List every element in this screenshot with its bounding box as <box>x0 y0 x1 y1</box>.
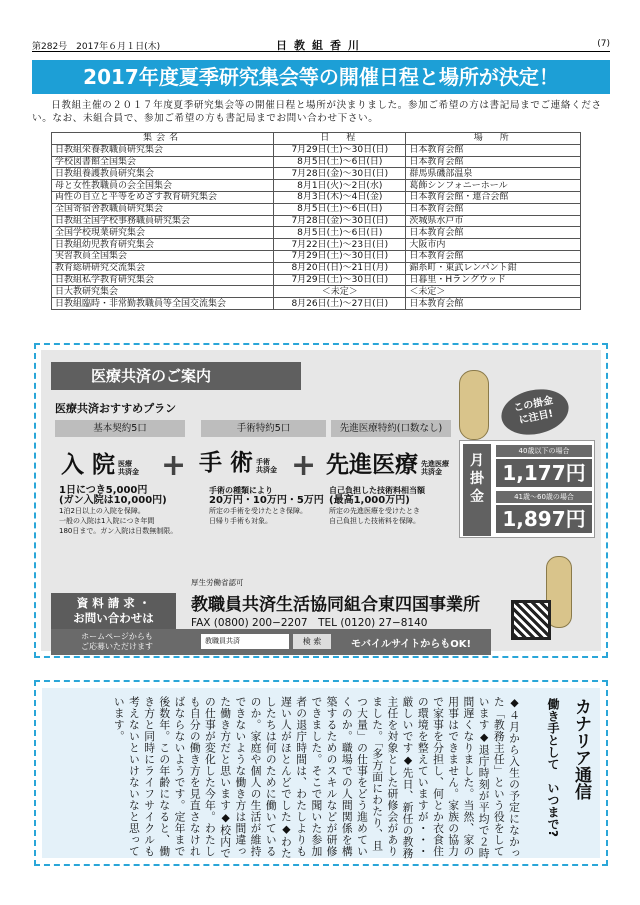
issue-info: 第282号 2017年６月１日(木) <box>32 42 161 52</box>
item-surgery: 手 術 手術 共済金 <box>199 450 278 476</box>
event-place: 日本教育会館 <box>406 250 581 262</box>
price2-value: 1,897円 <box>496 505 592 533</box>
tag-surgery: 手術特約5口 <box>201 420 326 437</box>
event-date: 8月26日(土)〜27日(日) <box>274 298 406 310</box>
table-row <box>52 274 581 286</box>
headline-banner: 2017年度夏季研究集会等の開催日程と場所が決定！ <box>32 60 610 94</box>
column-body: ◆４月から入生の予定になかった「教務主任」という役をしています◆退庁時刻が平均で２時間遅くなりました。当然、家の用事はできません。家族の協力で家事を分担し、何とか衣食住の環境を整えていますが・・・厳しいです◆先日、新任の教務主任を対象とした研修会がありました。「多方面にわたり、且つ大量」の仕事をどう進めていくのか。職場での人間関係を構築するためのスキルなどが研修できました。そこで聞いた参加者の退庁時間は、わたしよりも遅い人がほとんどでした◆わたしたちは何のために働いているのか。家庭や個人の生活が維持できないような働き方は間違った働き方だと思います◆校内での仕事が変化した今年。わたしも自分の働き方を見直さなければならないようです。定年まで後数年。この年齢になると、働き方と同時にライフサイクルも考えないといけないなと思っています。 <box>112 696 521 860</box>
event-place: 日本教育会館・連合会館 <box>406 191 581 203</box>
event-name: 全国寄宿舎教職員研究集会 <box>52 203 274 215</box>
event-name: 両性の自立と平等をめざす教育研究集会 <box>52 191 274 203</box>
event-date: 8月20日(日)〜21日(月) <box>274 262 406 274</box>
event-place: 群馬県磯部温泉 <box>406 168 581 180</box>
table-row <box>52 180 581 192</box>
event-name: 学校図書館全国集会 <box>52 156 274 168</box>
event-name: 日教組臨時・非常勤教職員等全国交流集会 <box>52 298 274 310</box>
table-row <box>52 215 581 227</box>
tag-advanced: 先進医療特約(口数なし) <box>331 420 451 437</box>
detail-hospital: 1日につき5,000円 (ガン入院は10,000円) 1泊2日以上の入院を保障。 一般の入院は1入院につき年間 180日まで。ガン入院は日数無制限。 <box>59 485 178 535</box>
event-name: 全国学校現業研究集会 <box>52 227 274 239</box>
table-row <box>52 156 581 168</box>
event-name: 母と女性教職員の会全国集会 <box>52 180 274 192</box>
column-header: 場 所 <box>406 133 581 145</box>
monthly-price-box <box>459 440 595 538</box>
event-date: 7月28日(金)〜30日(日) <box>274 168 406 180</box>
homepage-bar <box>51 629 491 655</box>
event-date: 8月5日(土)〜6日(日) <box>274 156 406 168</box>
event-date: 7月29日(土)〜30日(日) <box>274 250 406 262</box>
event-date: 8月5日(土)〜6日(日) <box>274 203 406 215</box>
table-row <box>52 191 581 203</box>
event-place: 日暮里・Hラングウッド <box>406 274 581 286</box>
event-place: 日本教育会館 <box>406 203 581 215</box>
item-hospital: 入 院 医療 共済金 <box>61 452 140 478</box>
event-name: 教育総研研究交流集会 <box>52 262 274 274</box>
table-row <box>52 262 581 274</box>
event-name: 日教組私学教育研究集会 <box>52 274 274 286</box>
table-row <box>52 144 581 156</box>
plus-icon: + <box>161 448 187 483</box>
price2-label: 41歳〜60歳の場合 <box>496 491 592 503</box>
event-place: 日本教育会館 <box>406 144 581 156</box>
event-place: 大阪市内 <box>406 239 581 251</box>
event-date: 8月1日(火)〜2日(水) <box>274 180 406 192</box>
event-date: 7月29日(土)〜30日(日) <box>274 274 406 286</box>
table-row <box>52 227 581 239</box>
qr-code-icon <box>511 600 551 640</box>
contact-numbers: FAX (0800) 200−2207 TEL (0120) 27−8140 <box>191 617 428 629</box>
monthly-label: 月 掛 金 <box>463 444 491 536</box>
column-title: カナリア通信 <box>571 698 591 800</box>
table-row <box>52 239 581 251</box>
mobile-text: モバイルサイトからもOK! <box>351 639 472 650</box>
event-date: 8月5日(土)〜6日(日) <box>274 227 406 239</box>
page-number: (7) <box>597 39 610 49</box>
event-date: 7月28日(金)〜30日(日) <box>274 215 406 227</box>
schedule-table <box>51 132 581 310</box>
column-header: 日 程 <box>274 133 406 145</box>
event-date: ＜未定＞ <box>274 286 406 298</box>
event-name: 日教組全国学校事務職員研究集会 <box>52 215 274 227</box>
table-row <box>52 286 581 298</box>
event-date: 8月3日(木)〜4日(金) <box>274 191 406 203</box>
price1-label: 40歳以下の場合 <box>496 445 592 457</box>
event-place: 日本教育会館 <box>406 156 581 168</box>
table-row <box>52 203 581 215</box>
event-place: 葛飾シンフォニーホール <box>406 180 581 192</box>
event-date: 7月29日(土)〜30日(日) <box>274 144 406 156</box>
plan-heading: 医療共済おすすめプラン <box>55 402 177 415</box>
search-input[interactable]: 教職員共済 <box>201 634 289 649</box>
detail-advanced: 自己負担した技術料相当額 (最高1,000万円) 所定の先進医療を受けたとき 自己負担した技術料を保障。 <box>329 486 425 525</box>
approved-note: 厚生労働省認可 <box>191 578 244 587</box>
event-place: ＜未定＞ <box>406 286 581 298</box>
event-name: 日教組幼児教育研究集会 <box>52 239 274 251</box>
event-place: 茨城県水戸市 <box>406 215 581 227</box>
event-place: 日本教育会館 <box>406 227 581 239</box>
event-name: 実習教員全国集会 <box>52 250 274 262</box>
page-header <box>32 38 610 52</box>
item-advanced: 先進医療 先進医療 共済金 <box>326 452 449 478</box>
organization-name: 教職員共済生活協同組合東四国事業所 <box>191 595 480 615</box>
detail-surgery: 手術の種類により 20万円・10万円・5万円 所定の手術を受けたとき保障。 日帰り手術も対象。 <box>209 486 324 525</box>
event-date: 7月22日(土)〜23日(日) <box>274 239 406 251</box>
event-name: 日教組栄養教職員研究集会 <box>52 144 274 156</box>
intro-text: 日教組主催の２０１７年度夏季研究集会等の開催日程と場所が決まりました。参加ご希望の方は書記局までご連絡ください。なお、未組合員で、参加ご希望の方も書記局までお問い合わせ下さい。 <box>32 100 602 124</box>
event-place: 錦糸町・東武レンパント鉗 <box>406 262 581 274</box>
event-name: 日教組養護教員研究集会 <box>52 168 274 180</box>
table-row <box>52 250 581 262</box>
table-row <box>52 168 581 180</box>
price1-value: 1,177円 <box>496 459 592 487</box>
giraffe-mascot-icon <box>459 370 489 440</box>
event-name: 日大教研究集会 <box>52 286 274 298</box>
column-subtitle: 働き手として いつまで? <box>546 698 560 837</box>
tag-basic: 基本契約5口 <box>55 420 185 437</box>
event-place: 日本教育会館 <box>406 298 581 310</box>
ad-title: 医療共済のご案内 <box>51 362 301 390</box>
request-label: 資 料 請 求 ・ お問い合わせは <box>51 593 176 629</box>
column-header: 集会名 <box>52 133 274 145</box>
hp-label: ホームページからも ご応募いただけます <box>81 632 153 651</box>
column-box <box>34 680 608 866</box>
search-button[interactable]: 検 索 <box>293 634 331 649</box>
medical-ad-box <box>34 343 608 658</box>
table-row <box>52 298 581 310</box>
attention-bubble: この掛金 に注目! <box>497 383 573 440</box>
plus-icon: + <box>291 448 317 483</box>
newspaper-title: 日教組香川 <box>276 39 366 52</box>
